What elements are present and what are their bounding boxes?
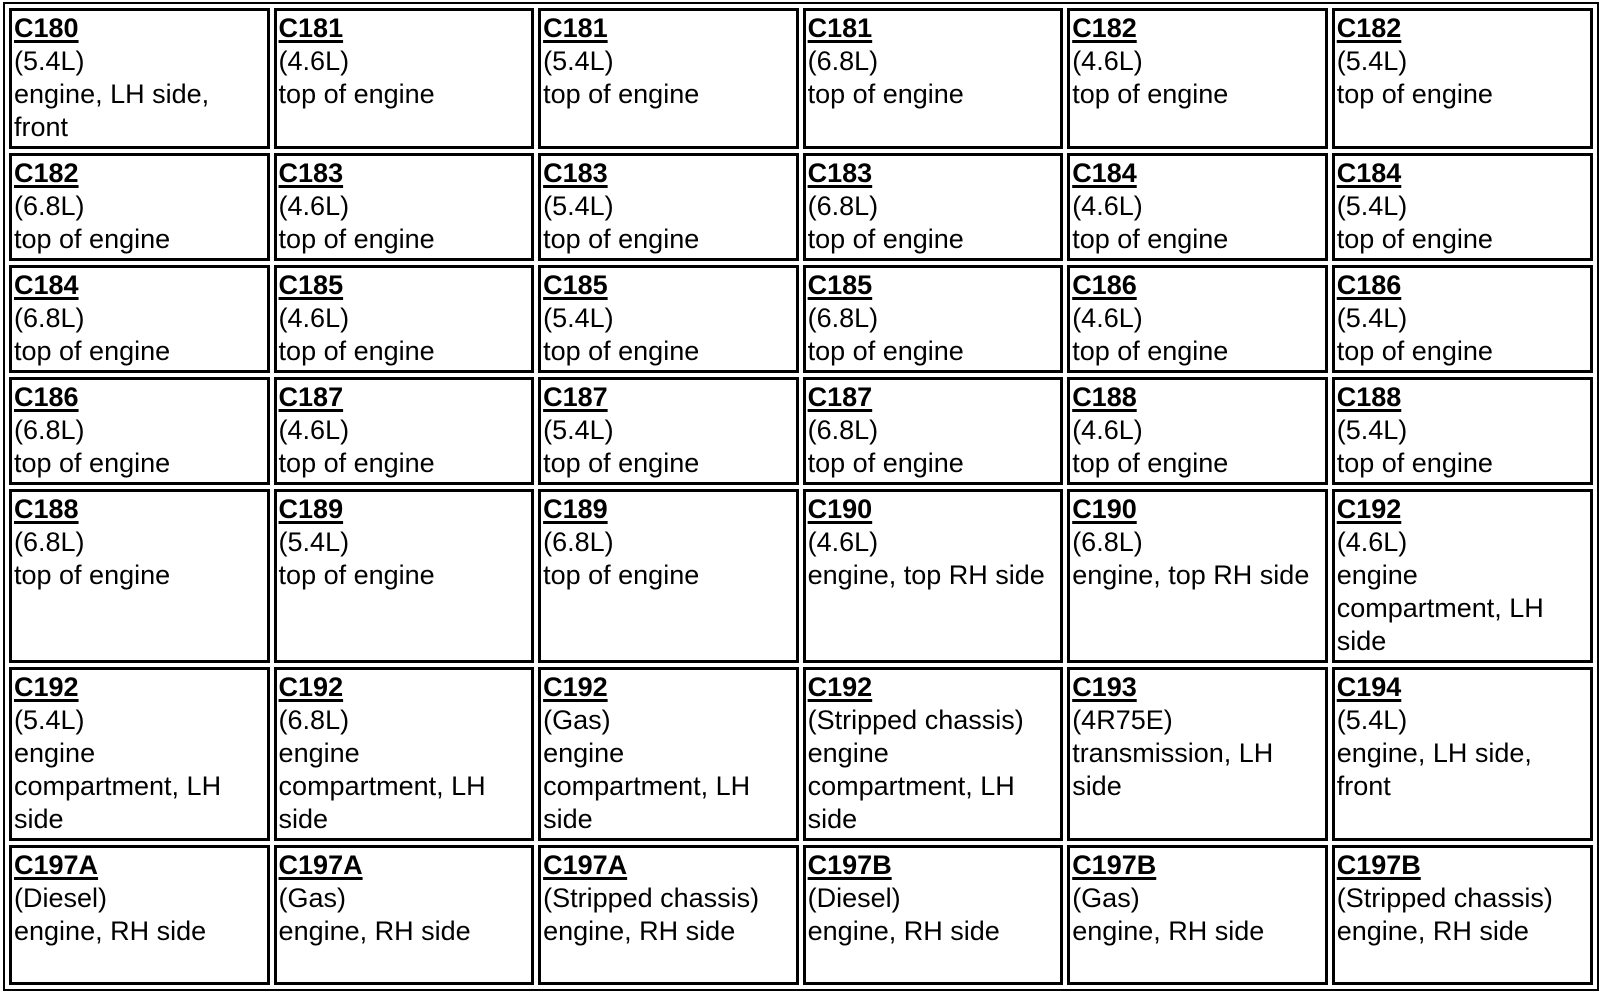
connector-location: top of engine <box>807 448 964 478</box>
connector-cell <box>9 489 270 663</box>
table-row <box>9 8 1593 149</box>
connector-variant: (Stripped chassis) <box>1336 883 1553 913</box>
connector-location: engine compartment, LH side <box>278 738 486 834</box>
connector-cell <box>538 667 799 841</box>
connector-variant: (Stripped chassis) <box>543 883 760 913</box>
connector-cell <box>538 845 799 985</box>
connector-variant: (Gas) <box>1072 883 1140 913</box>
connector-link[interactable]: C183 <box>278 158 344 188</box>
connector-location: top of engine <box>278 448 435 478</box>
connector-cell <box>1067 489 1328 663</box>
connector-location: top of engine <box>1336 79 1493 109</box>
connector-variant: (4.6L) <box>1336 527 1408 557</box>
connector-cell <box>538 153 799 261</box>
connector-link[interactable]: C192 <box>807 672 873 702</box>
connector-cell <box>1067 667 1328 841</box>
connector-link[interactable]: C197A <box>14 850 99 880</box>
connector-variant: (5.4L) <box>543 191 614 221</box>
connector-link[interactable]: C181 <box>807 13 873 43</box>
connector-link[interactable]: C181 <box>278 13 344 43</box>
connector-cell <box>538 489 799 663</box>
table-body <box>9 8 1593 985</box>
connector-variant: (5.4L) <box>1336 303 1408 333</box>
connector-variant: (4.6L) <box>807 527 879 557</box>
connector-variant: (Gas) <box>543 705 611 735</box>
connector-cell <box>1332 377 1593 485</box>
connector-location: engine, RH side <box>278 916 471 946</box>
connector-location: top of engine <box>543 560 700 590</box>
connector-location: top of engine <box>543 448 700 478</box>
connector-cell <box>538 8 799 149</box>
connector-cell <box>9 265 270 373</box>
connector-link[interactable]: C192 <box>278 672 344 702</box>
connector-link[interactable]: C188 <box>1072 382 1137 412</box>
connector-location: engine, RH side <box>1072 916 1265 946</box>
connector-link[interactable]: C197B <box>807 850 892 880</box>
table-row <box>9 667 1593 841</box>
connector-variant: (Diesel) <box>14 883 108 913</box>
connector-variant: (4.6L) <box>1072 46 1143 76</box>
connector-link[interactable]: C197A <box>543 850 628 880</box>
connector-location: engine, RH side <box>14 916 207 946</box>
connector-cell <box>1332 153 1593 261</box>
connector-location: engine compartment, LH side <box>1336 560 1544 656</box>
connector-link[interactable]: C188 <box>1336 382 1402 412</box>
connector-variant: (Gas) <box>278 883 347 913</box>
connector-cell <box>803 377 1064 485</box>
connector-link[interactable]: C193 <box>1072 672 1137 702</box>
connector-variant: (6.8L) <box>14 527 85 557</box>
connector-variant: (6.8L) <box>14 303 85 333</box>
connector-link[interactable]: C180 <box>14 13 79 43</box>
connector-variant: (6.8L) <box>807 303 879 333</box>
connector-link[interactable]: C185 <box>807 270 873 300</box>
connector-link[interactable]: C188 <box>14 494 79 524</box>
connector-cell <box>9 667 270 841</box>
connector-link[interactable]: C197A <box>278 850 363 880</box>
connector-link[interactable]: C187 <box>278 382 344 412</box>
connector-cell <box>1067 153 1328 261</box>
table-row <box>9 265 1593 373</box>
connector-location: top of engine <box>278 79 435 109</box>
connector-variant: (4.6L) <box>278 415 350 445</box>
connector-location: top of engine <box>278 336 435 366</box>
connector-variant: (Diesel) <box>807 883 901 913</box>
connector-link[interactable]: C187 <box>807 382 873 412</box>
connector-link[interactable]: C186 <box>1072 270 1137 300</box>
connector-location: engine, LH side, front <box>14 79 210 142</box>
connector-link[interactable]: C192 <box>1336 494 1402 524</box>
connector-location: top of engine <box>1072 448 1229 478</box>
connector-cell <box>274 265 535 373</box>
connector-variant: (5.4L) <box>14 46 85 76</box>
connector-link[interactable]: C192 <box>14 672 79 702</box>
connector-variant: (6.8L) <box>14 415 85 445</box>
connector-cell <box>9 8 270 149</box>
connector-location: top of engine <box>278 560 435 590</box>
connector-link[interactable]: C182 <box>14 158 79 188</box>
connector-link[interactable]: C190 <box>1072 494 1137 524</box>
connector-variant: (4.6L) <box>1072 415 1143 445</box>
connector-link[interactable]: C186 <box>1336 270 1402 300</box>
connector-location: top of engine <box>543 224 700 254</box>
connector-link[interactable]: C181 <box>543 13 608 43</box>
connector-location: top of engine <box>1336 448 1493 478</box>
connector-variant: (5.4L) <box>543 303 614 333</box>
connector-link[interactable]: C182 <box>1072 13 1137 43</box>
connector-variant: (4.6L) <box>1072 303 1143 333</box>
connector-link[interactable]: C184 <box>1072 158 1137 188</box>
connector-cell <box>9 845 270 985</box>
connector-location: transmission, LH side <box>1072 738 1274 801</box>
connector-variant: (4.6L) <box>278 303 350 333</box>
connector-cell <box>803 153 1064 261</box>
connector-location: top of engine <box>807 224 964 254</box>
connector-link[interactable]: C197B <box>1336 850 1421 880</box>
connector-cell <box>1332 667 1593 841</box>
connector-variant: (Stripped chassis) <box>807 705 1024 735</box>
connector-variant: (5.4L) <box>14 705 85 735</box>
connector-location: top of engine <box>807 336 964 366</box>
connector-location: engine, top RH side <box>1072 560 1310 590</box>
connector-variant: (6.8L) <box>1072 527 1143 557</box>
connector-link[interactable]: C186 <box>14 382 79 412</box>
connector-location: top of engine <box>1072 79 1229 109</box>
connector-link[interactable]: C185 <box>543 270 608 300</box>
connector-location: engine, LH side, front <box>1336 738 1532 801</box>
connector-link[interactable]: C182 <box>1336 13 1402 43</box>
connector-location: top of engine <box>278 224 435 254</box>
connector-cell <box>274 153 535 261</box>
connector-location: top of engine <box>1072 336 1229 366</box>
connector-cell <box>1332 489 1593 663</box>
connector-variant: (6.8L) <box>543 527 614 557</box>
table-row <box>9 377 1593 485</box>
connector-location: top of engine <box>14 560 171 590</box>
connector-cell <box>9 377 270 485</box>
connector-variant: (6.8L) <box>14 191 85 221</box>
connector-cell <box>538 377 799 485</box>
connector-variant: (5.4L) <box>1336 415 1408 445</box>
connector-variant: (4.6L) <box>278 191 350 221</box>
connector-cell <box>1332 265 1593 373</box>
connector-location: top of engine <box>1336 336 1493 366</box>
connector-variant: (6.8L) <box>807 46 879 76</box>
connector-variant: (6.8L) <box>807 191 879 221</box>
connector-link[interactable]: C189 <box>543 494 608 524</box>
connector-location: engine compartment, LH side <box>14 738 222 834</box>
connector-cell <box>274 377 535 485</box>
connector-cell <box>1332 845 1593 985</box>
connector-cell <box>274 667 535 841</box>
connector-location: engine, RH side <box>807 916 1000 946</box>
connector-cell <box>9 153 270 261</box>
connector-link[interactable]: C187 <box>543 382 608 412</box>
connector-variant: (4.6L) <box>1072 191 1143 221</box>
connector-cell <box>274 845 535 985</box>
connector-cell <box>274 489 535 663</box>
connector-location: engine compartment, LH side <box>807 738 1015 834</box>
connector-variant: (5.4L) <box>543 46 614 76</box>
connector-cell <box>803 265 1064 373</box>
connector-cell <box>538 265 799 373</box>
connector-location: top of engine <box>543 79 700 109</box>
connector-link[interactable]: C185 <box>278 270 344 300</box>
connector-link[interactable]: C184 <box>14 270 79 300</box>
connector-link[interactable]: C197B <box>1072 850 1157 880</box>
connector-link[interactable]: C183 <box>543 158 608 188</box>
connector-link[interactable]: C183 <box>807 158 873 188</box>
connector-location: engine compartment, LH side <box>543 738 751 834</box>
connector-cell <box>1332 8 1593 149</box>
connector-variant: (5.4L) <box>1336 46 1408 76</box>
connector-variant: (6.8L) <box>807 415 879 445</box>
connector-location: top of engine <box>1336 224 1493 254</box>
table-row <box>9 489 1593 663</box>
connector-cell <box>1067 377 1328 485</box>
connector-link[interactable]: C190 <box>807 494 873 524</box>
connector-location: top of engine <box>1072 224 1229 254</box>
connector-location: engine, RH side <box>543 916 736 946</box>
connector-cell <box>803 8 1064 149</box>
connector-location: top of engine <box>14 224 171 254</box>
connector-link[interactable]: C194 <box>1336 672 1402 702</box>
connector-cell <box>274 8 535 149</box>
connector-cell <box>803 489 1064 663</box>
connector-location-table <box>3 2 1599 991</box>
connector-location: engine, RH side <box>1336 916 1529 946</box>
connector-cell <box>1067 845 1328 985</box>
connector-variant: (5.4L) <box>1336 191 1408 221</box>
connector-location: top of engine <box>543 336 700 366</box>
connector-cell <box>1067 265 1328 373</box>
connector-link[interactable]: C192 <box>543 672 608 702</box>
connector-variant: (6.8L) <box>278 705 350 735</box>
connector-variant: (5.4L) <box>278 527 350 557</box>
connector-location: engine, top RH side <box>807 560 1045 590</box>
connector-variant: (5.4L) <box>1336 705 1408 735</box>
connector-location: top of engine <box>14 448 171 478</box>
connector-cell <box>1067 8 1328 149</box>
connector-variant: (5.4L) <box>543 415 614 445</box>
connector-location: top of engine <box>807 79 964 109</box>
connector-cell <box>803 845 1064 985</box>
table-row <box>9 153 1593 261</box>
connector-cell <box>803 667 1064 841</box>
connector-variant: (4.6L) <box>278 46 350 76</box>
table-row <box>9 845 1593 985</box>
connector-link[interactable]: C184 <box>1336 158 1402 188</box>
connector-location: top of engine <box>14 336 171 366</box>
connector-link[interactable]: C189 <box>278 494 344 524</box>
connector-variant: (4R75E) <box>1072 705 1173 735</box>
